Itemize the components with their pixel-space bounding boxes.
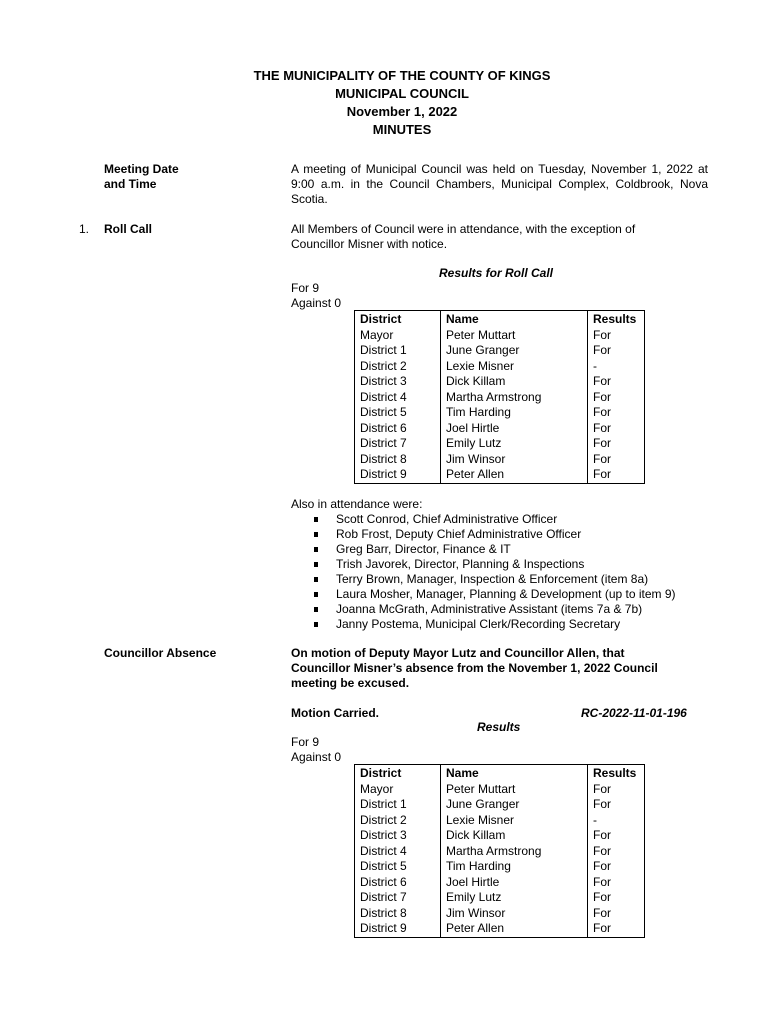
district-cell: District 6: [355, 875, 441, 891]
attendee-list-item: [291, 587, 676, 602]
result-cell: For: [588, 782, 645, 798]
absence-results-table: [354, 764, 645, 938]
attendee-text: Rob Frost, Deputy Chief Administrative Officer: [336, 527, 582, 541]
result-cell: For: [588, 390, 645, 406]
name-cell: June Granger: [441, 797, 588, 813]
district-cell: District 5: [355, 859, 441, 875]
roll-call-text: All Members of Council were in attendance, with the exception of Councillor Misner with notice.: [291, 222, 636, 251]
table-row: [355, 813, 645, 829]
name-cell: Peter Allen: [441, 467, 588, 483]
attendee-text: Scott Conrod, Chief Administrative Officer: [336, 512, 558, 526]
for-count: For 9: [291, 281, 320, 295]
attendee-text: Laura Mosher, Manager, Planning & Development (up to item 9): [336, 587, 676, 601]
attendee-list-item: [291, 602, 676, 617]
council-title: MUNICIPAL COUNCIL: [335, 86, 469, 101]
table-row: [355, 859, 645, 875]
name-cell: Tim Harding: [441, 405, 588, 421]
result-cell: For: [588, 467, 645, 483]
district-cell: District 8: [355, 906, 441, 922]
meeting-date-title: November 1, 2022: [346, 104, 458, 119]
attendee-list-item: [291, 617, 676, 632]
table-header-row: [355, 765, 645, 782]
motion-id: RC-2022-11-01-196: [581, 706, 687, 720]
absence-motion-text: On motion of Deputy Mayor Lutz and Councillor Allen, that Councillor Misner’s absence from the November 1, 2022 Council meeting be excused.: [291, 646, 658, 690]
attendee-list-item: [291, 557, 676, 572]
roll-call-results-table: [354, 310, 645, 484]
name-header: Name: [441, 765, 588, 782]
meeting-date-label: Meeting Date and Time: [104, 162, 179, 191]
attendee-text: Greg Barr, Director, Finance & IT: [336, 542, 511, 556]
name-cell: Martha Armstrong: [441, 390, 588, 406]
district-cell: District 8: [355, 452, 441, 468]
name-cell: Tim Harding: [441, 859, 588, 875]
attendance-intro: Also in attendance were:: [291, 497, 423, 511]
name-cell: Emily Lutz: [441, 890, 588, 906]
district-cell: District 4: [355, 844, 441, 860]
result-cell: For: [588, 343, 645, 359]
result-cell: For: [588, 906, 645, 922]
result-cell: For: [588, 859, 645, 875]
result-cell: For: [588, 421, 645, 437]
minutes-title: MINUTES: [372, 122, 432, 137]
document-header: [0, 67, 770, 139]
district-cell: District 5: [355, 405, 441, 421]
attendance-list: [291, 512, 676, 632]
district-cell: District 2: [355, 813, 441, 829]
name-cell: Jim Winsor: [441, 906, 588, 922]
result-cell: For: [588, 921, 645, 937]
table-row: [355, 452, 645, 468]
table-row: [355, 921, 645, 937]
name-header: Name: [441, 311, 588, 328]
result-cell: For: [588, 405, 645, 421]
attendee-list-item: [291, 572, 676, 587]
table-row: [355, 890, 645, 906]
square-bullet-icon: [314, 622, 318, 627]
table-row: [355, 390, 645, 406]
district-cell: District 1: [355, 343, 441, 359]
name-cell: Jim Winsor: [441, 452, 588, 468]
district-cell: District 4: [355, 390, 441, 406]
square-bullet-icon: [314, 532, 318, 537]
attendee-text: Janny Postema, Municipal Clerk/Recording Secretary: [336, 617, 621, 631]
name-cell: June Granger: [441, 343, 588, 359]
name-cell: Lexie Misner: [441, 359, 588, 375]
result-cell: For: [588, 875, 645, 891]
roll-call-number: 1.: [79, 222, 90, 236]
roll-call-results-title: Results for Roll Call: [439, 266, 554, 280]
table-row: [355, 328, 645, 344]
district-cell: District 2: [355, 359, 441, 375]
name-cell: Peter Muttart: [441, 782, 588, 798]
district-cell: District 9: [355, 921, 441, 937]
name-cell: Emily Lutz: [441, 436, 588, 452]
attendee-text: Terry Brown, Manager, Inspection & Enforcement (item 8a): [336, 572, 649, 586]
district-cell: District 1: [355, 797, 441, 813]
table-row: [355, 906, 645, 922]
result-cell: For: [588, 844, 645, 860]
result-cell: For: [588, 452, 645, 468]
municipality-title: THE MUNICIPALITY OF THE COUNTY OF KINGS: [253, 68, 551, 83]
district-cell: Mayor: [355, 328, 441, 344]
results-header: Results: [588, 311, 645, 328]
district-cell: District 7: [355, 890, 441, 906]
name-cell: Peter Allen: [441, 921, 588, 937]
table-row: [355, 828, 645, 844]
attendee-text: Trish Javorek, Director, Planning & Inspections: [336, 557, 585, 571]
roll-call-tally: [291, 281, 341, 311]
table-row: [355, 782, 645, 798]
attendee-list-item: [291, 512, 676, 527]
table-row: [355, 844, 645, 860]
absence-results-title: Results: [477, 720, 521, 734]
table-row: [355, 875, 645, 891]
result-cell: For: [588, 374, 645, 390]
district-cell: District 3: [355, 374, 441, 390]
table-row: [355, 359, 645, 375]
result-cell: For: [588, 436, 645, 452]
against-count: Against 0: [291, 296, 342, 310]
against-count: Against 0: [291, 750, 342, 764]
district-header: District: [355, 765, 441, 782]
square-bullet-icon: [314, 517, 318, 522]
result-cell: For: [588, 328, 645, 344]
attendee-list-item: [291, 527, 676, 542]
district-cell: Mayor: [355, 782, 441, 798]
district-cell: District 3: [355, 828, 441, 844]
name-cell: Lexie Misner: [441, 813, 588, 829]
result-cell: -: [588, 813, 645, 829]
meeting-description: A meeting of Municipal Council was held on Tuesday, November 1, 2022 at 9:00 a.m. in the Council Chambers, Municipal Complex, Coldbrook, Nova Scotia.: [291, 162, 708, 206]
square-bullet-icon: [314, 547, 318, 552]
square-bullet-icon: [314, 577, 318, 582]
result-cell: For: [588, 890, 645, 906]
table-row: [355, 405, 645, 421]
square-bullet-icon: [314, 592, 318, 597]
table-row: [355, 421, 645, 437]
table-row: [355, 374, 645, 390]
name-cell: Dick Killam: [441, 374, 588, 390]
for-count: For 9: [291, 735, 320, 749]
results-header: Results: [588, 765, 645, 782]
attendee-list-item: [291, 542, 676, 557]
square-bullet-icon: [314, 607, 318, 612]
district-cell: District 7: [355, 436, 441, 452]
name-cell: Dick Killam: [441, 828, 588, 844]
name-cell: Joel Hirtle: [441, 875, 588, 891]
absence-tally: [291, 735, 341, 765]
name-cell: Joel Hirtle: [441, 421, 588, 437]
table-row: [355, 436, 645, 452]
result-cell: -: [588, 359, 645, 375]
result-cell: For: [588, 828, 645, 844]
district-cell: District 9: [355, 467, 441, 483]
table-row: [355, 343, 645, 359]
table-row: [355, 467, 645, 483]
district-header: District: [355, 311, 441, 328]
table-row: [355, 797, 645, 813]
attendee-text: Joanna McGrath, Administrative Assistant (items 7a & 7b): [336, 602, 643, 616]
district-cell: District 6: [355, 421, 441, 437]
roll-call-label: Roll Call: [104, 222, 153, 236]
square-bullet-icon: [314, 562, 318, 567]
table-header-row: [355, 311, 645, 328]
motion-carried: Motion Carried.: [291, 706, 380, 720]
name-cell: Peter Muttart: [441, 328, 588, 344]
councillor-absence-label: Councillor Absence: [104, 646, 217, 660]
name-cell: Martha Armstrong: [441, 844, 588, 860]
result-cell: For: [588, 797, 645, 813]
